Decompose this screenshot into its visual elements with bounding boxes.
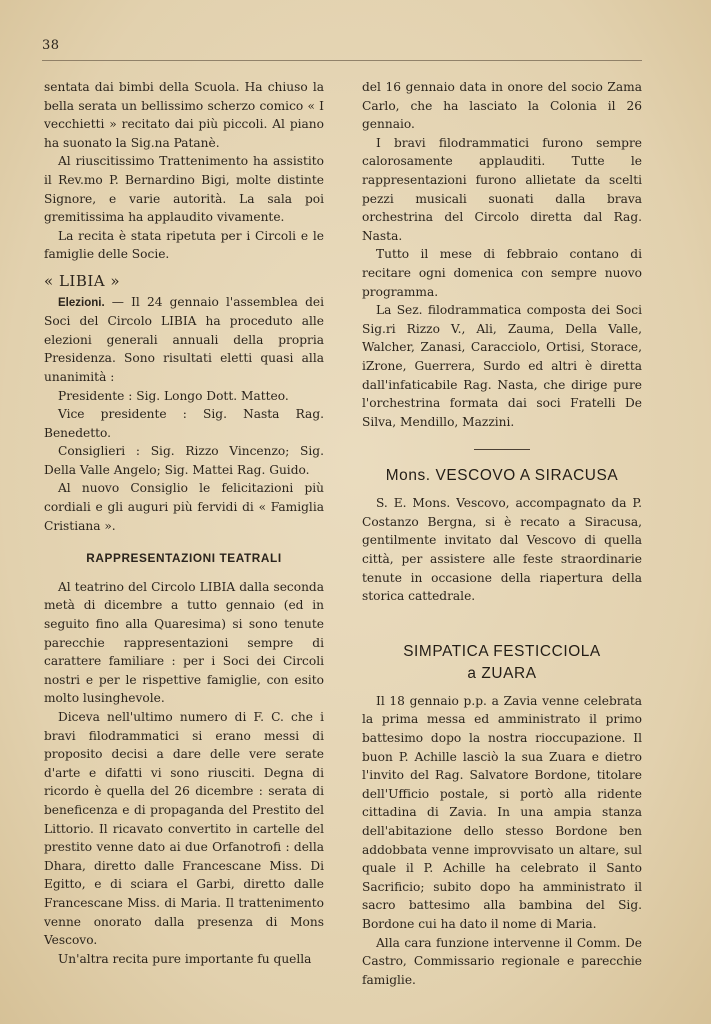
theatre-paragraph-1: Al teatrino del Circolo LIBIA dalla seconda metà di dicembre a tutto gennaio (ed in seguito fino alla Quaresima) si sono tenute parecchie rappresentazioni sempre di carattere familiare : per i Soci dei Circoli nostri e per le rispettive famiglie, con esito molto lusinghevole. <box>44 579 324 706</box>
intro-paragraph-3: La recita è stata ripetuta per i Circoli e le famiglie delle Socie. <box>44 228 324 262</box>
elezioni-text: — Il 24 gennaio l'assemblea dei Soci del Circolo LIBIA ha proceduto alle elezioni generali annuali della propria Presidenza. Sono risultati eletti quasi alla unanimità : <box>44 294 324 384</box>
continued-paragraph-3: Tutto il mese di febbraio contano di recitare ogni domenica con sempre nuovo programma. <box>362 247 642 299</box>
intro-paragraph-1: sentata dai bimbi della Scuola. Ha chiuso la bella serata un bellissimo scherzo comico « I vecchietti » recitato dai più piccoli. Al piano ha suonato la Sig.na Patanè. <box>44 80 324 150</box>
section-title-libia: « LIBIA » <box>44 271 121 290</box>
elezioni-paragraph <box>44 293 324 387</box>
theatre-heading: RAPPRESENTAZIONI TEATRALI <box>86 551 282 566</box>
zuara-paragraph-2: Alla cara funzione intervenne il Comm. De Castro, Commissario regionale e parecchie famiglie. <box>362 935 642 987</box>
section-separator <box>474 449 530 450</box>
council-wishes: Al nuovo Consiglio le felicitazioni più cordiali e gli auguri più fervidi di « Famiglia Cristiana ». <box>44 481 324 533</box>
zuara-paragraph-1: Il 18 gennaio p.p. a Zavia venne celebrata la prima messa ed amministrato il primo battesimo dopo la nostra rioccupazione. Il buon P. Achille lasciò la sua Zuara e dietro l'invito del Rag. Salvatore Bordone, titolare dell'Ufficio postale, si portò alla ridente cittadina di Zavia. In una ampia stanza dell'abitazione dello stesso Bordone ben addobbata venne improvvisato un altare, sul quale il P. Achille ha celebrato il Santo Sacrificio; subito dopo ha amministrato il sacro battesimo alla bambina del Sig. Bordone cui ha dato il nome di Maria. <box>362 693 642 931</box>
elezioni-label: Elezioni. <box>58 296 105 309</box>
header-rule <box>42 60 642 61</box>
zuara-heading-line-1: SIMPATICA FESTICCIOLA <box>403 642 601 660</box>
continued-paragraph-1: del 16 gennaio data in onore del socio Zama Carlo, che ha lasciato la Colonia il 26 gennaio. <box>362 80 642 132</box>
theatre-paragraph-3: Un'altra recita pure importante fu quella <box>58 951 312 966</box>
officer-president: Presidente : Sig. Longo Dott. Matteo. <box>58 388 289 403</box>
right-column <box>362 78 642 989</box>
officer-vice-president: Vice presidente : Sig. Nasta Rag. Benedetto. <box>44 407 324 440</box>
page-number: 38 <box>42 38 60 53</box>
continued-paragraph-4: La Sez. filodrammatica composta dei Soci Sig.ri Rizzo V., Ali, Zauma, Della Valle, Walcher, Zanasi, Caracciolo, Ortisi, Storace, iZrone, Guerrera, Surdo ed altri è diretta dall'infaticabile Rag. Nasta, che dirige pure l'orchestrina formata dai soci Fratelli De Silva, Mendillo, Mazzini. <box>362 303 642 429</box>
left-column <box>44 78 324 968</box>
intro-paragraph-2: Al riuscitissimo Trattenimento ha assistito il Rev.mo P. Bernardino Bigi, molte distinte Signore, e varie autorità. La sala poi gremitissima ha applaudito vivamente. <box>44 154 324 225</box>
zuara-heading-line-2: a ZUARA <box>467 664 537 682</box>
siracusa-paragraph: S. E. Mons. Vescovo, accompagnato da P. Costanzo Bergna, si è recato a Siracusa, gentilmente invitato dal Vescovo di quella città, per assistere alle feste straordinarie tenute in occasione della riapertura della storica cattedrale. <box>362 496 642 604</box>
officer-councillors: Consiglieri : Sig. Rizzo Vincenzo; Sig. Della Valle Angelo; Sig. Mattei Rag. Guido. <box>44 444 324 477</box>
theatre-paragraph-2: Diceva nell'ultimo numero di F. C. che i bravi filodrammatici si erano messi di proposito decisi a dare delle vere serate d'arte e difatti vi sono riusciti. Degna di ricordo è quella del 26 dicembre : serata di beneficenza e di propaganda del Prestito del Littorio. Il ricavato convertito in cartelle del prestito venne dato ai due Orfanotrofi : della Dhara, diretto dalle Francescane Miss. Di Egitto, e di sciara el Garbi, diretto dalle Francescane Miss. di Maria. Il trattenimento venne onorato dalla presenza di Mons Vescovo. <box>44 710 324 948</box>
siracusa-heading: Mons. VESCOVO A SIRACUSA <box>385 467 619 485</box>
continued-paragraph-2: I bravi filodrammatici furono sempre calorosamente applauditi. Tutte le rappresentazioni furono allietate da scelti pezzi musicali suonati dalla brava orchestrina del Circolo diretta dal Rag. Nasta. <box>362 135 642 243</box>
